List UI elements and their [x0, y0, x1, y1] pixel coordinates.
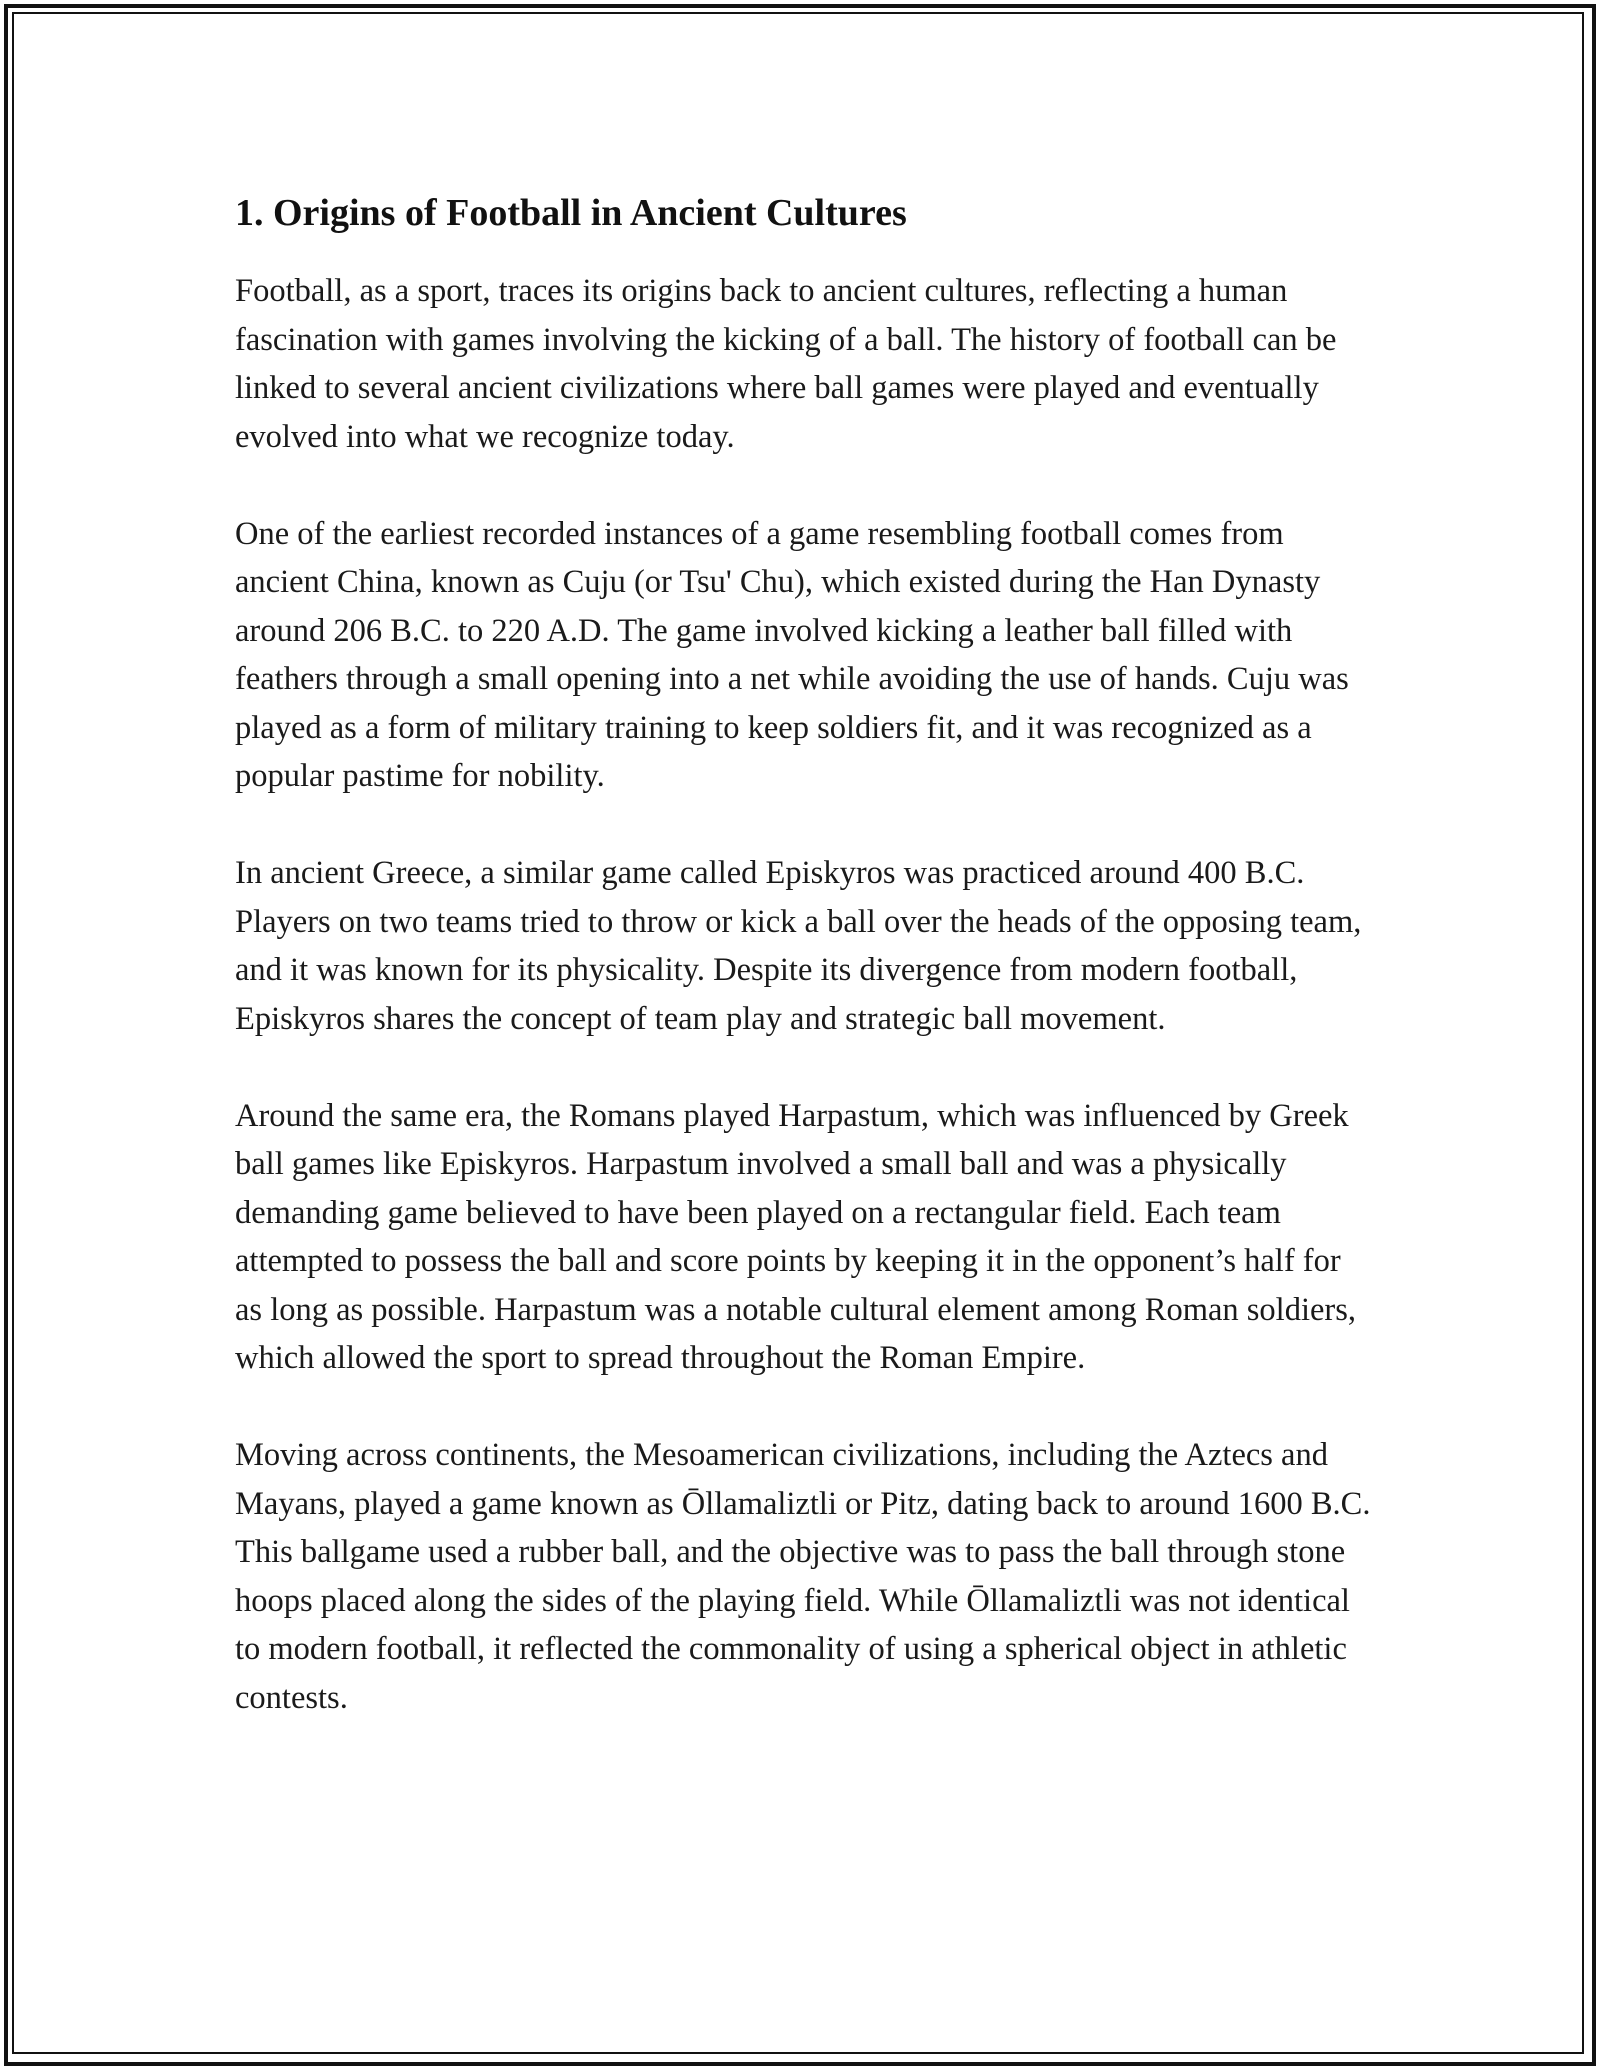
document-body: [235, 183, 1375, 1771]
section-heading: 1. Origins of Football in Ancient Cultures: [235, 192, 907, 234]
paragraph-intro: Football, as a sport, traces its origins back to ancient cultures, reflecting a human fascination with games involving the kicking of a ball. The history of football can be linked to several ancient civilizations where ball games were played and eventually evolved into what we recognize today.: [235, 273, 1337, 455]
paragraph-harpastum: Around the same era, the Romans played Harpastum, which was influenced by Greek ball games like Episkyros. Harpastum involved a small ball and was a physically demanding game believed to have been played on a rectangular field. Each team attempted to possess the ball and score points by keeping it in the opponent’s half for as long as possible. Harpastum was a notable cultural element among Roman soldiers, which allowed the sport to spread throughout the Roman Empire.: [235, 1097, 1356, 1376]
paragraph-ollamaliztli: Moving across continents, the Mesoamerican civilizations, including the Aztecs and Mayans, played a game known as Ōllamaliztli or Pitz, dating back to around 1600 B.C. This ballgame used a rubber ball, and the objective was to pass the ball through stone hoops placed along the sides of the playing field. While Ōllamaliztli was not identical to modern football, it reflected the commonality of using a spherical object in athletic contests.: [235, 1437, 1371, 1716]
paragraph-episkyros: In ancient Greece, a similar game called Episkyros was practiced around 400 B.C. Players on two teams tried to throw or kick a ball over the heads of the opposing team, and it was known for its physicality. Despite its divergence from modern football, Episkyros shares the concept of team play and strategic ball movement.: [235, 855, 1362, 1037]
paragraph-cuju: One of the earliest recorded instances of a game resembling football comes from ancient China, known as Cuju (or Tsu' Chu), which existed during the Han Dynasty around 206 B.C. to 220 A.D. The game involved kicking a leather ball filled with feathers through a small opening into a net while avoiding the use of hands. Cuju was played as a form of military training to keep soldiers fit, and it was recognized as a popular pastime for nobility.: [235, 515, 1349, 794]
